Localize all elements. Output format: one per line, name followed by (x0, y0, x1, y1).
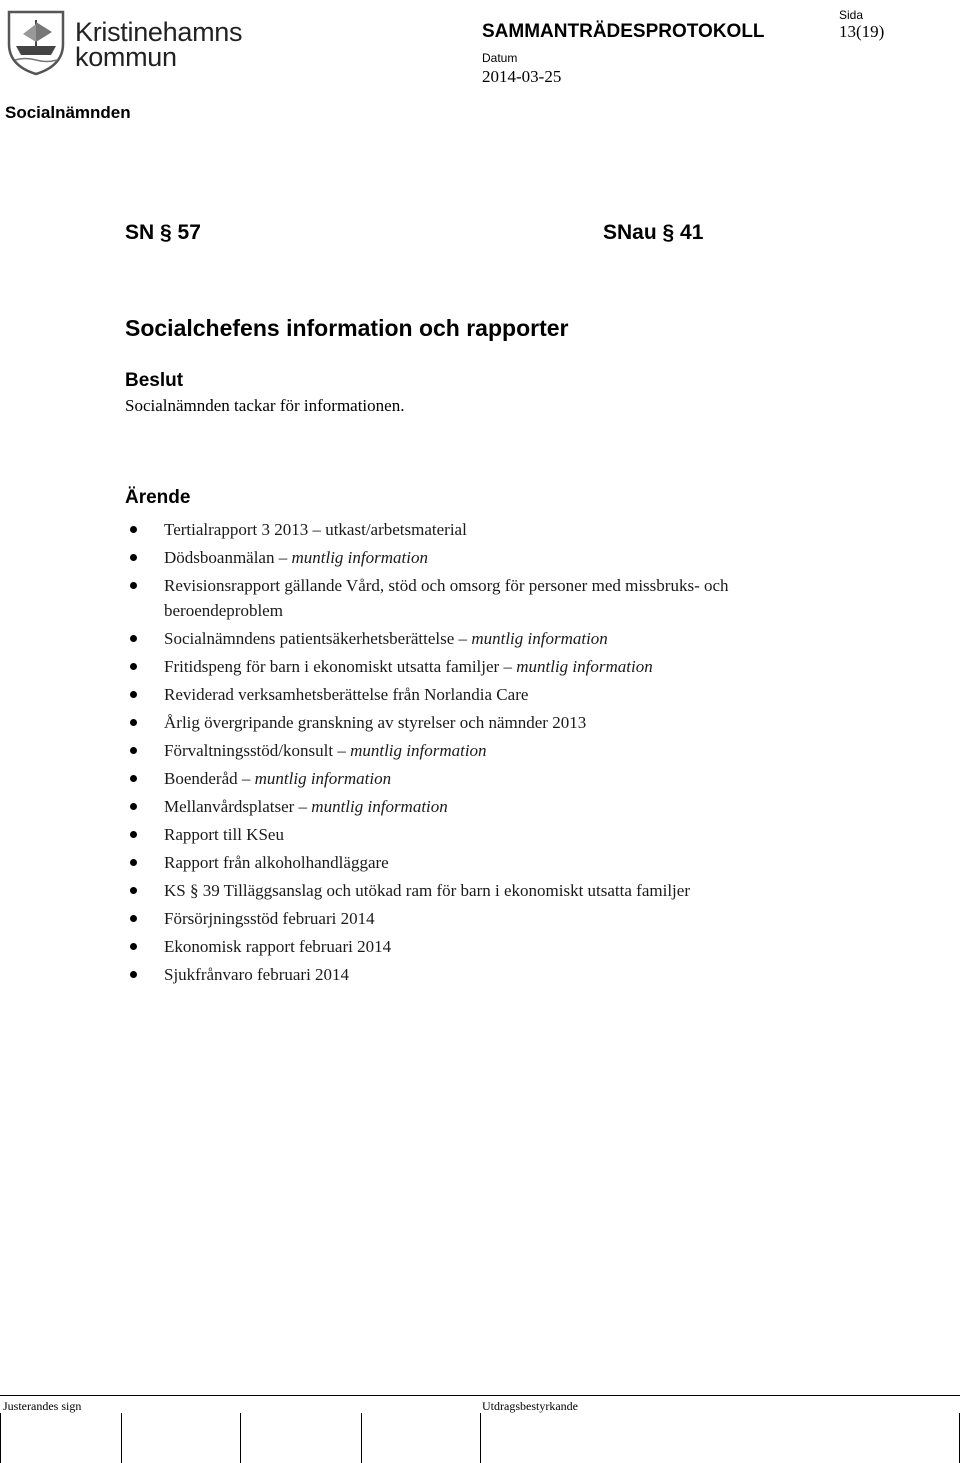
signature-footer (0, 1395, 960, 1463)
footer-divider (480, 1413, 481, 1463)
paragraph-ref-sn: SN § 57 (125, 221, 201, 244)
bullet-icon (130, 719, 137, 726)
page-title: Socialchefens information och rapporter (125, 315, 569, 341)
list-item-text: Dödsboanmälan – (164, 548, 292, 567)
footer-divider (240, 1413, 241, 1463)
list-item (125, 878, 825, 903)
list-item (125, 573, 825, 623)
bullet-icon (130, 691, 137, 698)
arende-heading: Ärende (125, 487, 191, 508)
page-label: Sida (839, 8, 864, 22)
bullet-icon (130, 635, 137, 642)
list-item (125, 710, 825, 735)
organization-name-line1: Kristinehamns (75, 17, 243, 47)
list-item-note: muntlig information (516, 657, 653, 676)
date-value: 2014-03-25 (482, 67, 562, 86)
paragraph-ref-snau: SNau § 41 (603, 221, 704, 244)
list-item (125, 850, 825, 875)
footer-label-utdragsbestyrkande: Utdragsbestyrkande (482, 1399, 578, 1413)
list-item-text: Rapport från alkoholhandläggare (164, 853, 389, 872)
list-item-text: Sjukfrånvaro februari 2014 (164, 965, 350, 984)
list-item-text: Årlig övergripande granskning av styrelser och nämnder 2013 (164, 713, 587, 732)
list-item-text: Mellanvårdsplatser – (164, 797, 312, 816)
bullet-icon (130, 831, 137, 838)
list-item (125, 906, 825, 931)
list-item-text: Fritidspeng för barn i ekonomiskt utsatta familjer – (164, 657, 517, 676)
list-item (125, 545, 825, 570)
department-name: Socialnämnden (5, 103, 131, 122)
page-number: 13(19) (839, 22, 885, 41)
bullet-icon (130, 582, 137, 589)
date-label: Datum (482, 51, 518, 65)
document-type: SAMMANTRÄDESPROTOKOLL (482, 21, 765, 42)
bullet-icon (130, 859, 137, 866)
bullet-icon (130, 526, 137, 533)
list-item-note: muntlig information (311, 797, 448, 816)
list-item (125, 738, 825, 763)
list-item (125, 822, 825, 847)
bullet-icon (130, 971, 137, 978)
list-item (125, 654, 825, 679)
list-item (125, 766, 825, 791)
beslut-heading: Beslut (125, 370, 184, 391)
list-item-note: muntlig information (254, 769, 392, 788)
footer-divider (0, 1413, 1, 1463)
footer-divider (121, 1413, 122, 1463)
bullet-icon (130, 915, 137, 922)
bullet-icon (130, 775, 137, 782)
list-item-text: Boenderåd – (164, 769, 255, 788)
list-item-text: Socialnämndens patientsäkerhetsberättelse – (164, 629, 472, 648)
list-item (125, 934, 825, 959)
list-item-text: Försörjningsstöd februari 2014 (164, 909, 375, 928)
list-item (125, 517, 825, 542)
footer-label-justerandes-sign: Justerandes sign (3, 1399, 82, 1413)
list-item-text: Förvaltningsstöd/konsult – (164, 741, 351, 760)
list-item-note: muntlig information (350, 741, 487, 760)
list-item-text: Ekonomisk rapport februari 2014 (164, 937, 392, 956)
list-item-text: Tertialrapport 3 2013 – utkast/arbetsmaterial (164, 520, 467, 539)
list-item-text: KS § 39 Tilläggsanslag och utökad ram för barn i ekonomiskt utsatta familjer (164, 881, 690, 900)
footer-top-rule (0, 1395, 960, 1396)
bullet-icon (130, 803, 137, 810)
list-item-text: Reviderad verksamhetsberättelse från Norlandia Care (164, 685, 529, 704)
beslut-text: Socialnämnden tackar för informationen. (125, 396, 405, 415)
organization-name-line2: kommun (75, 42, 177, 72)
list-item-text: Rapport till KSeu (164, 825, 284, 844)
bullet-icon (130, 943, 137, 950)
list-item (125, 626, 825, 651)
list-item (125, 794, 825, 819)
list-item-text: Revisionsrapport gällande Vård, stöd och omsorg för personer med missbruks- och beroendeproblem (164, 576, 729, 620)
coat-of-arms-ship-icon (5, 8, 67, 76)
arende-list (125, 517, 825, 990)
bullet-icon (130, 554, 137, 561)
list-item (125, 962, 825, 987)
footer-divider (361, 1413, 362, 1463)
list-item (125, 682, 825, 707)
bullet-icon (130, 887, 137, 894)
bullet-icon (130, 663, 137, 670)
kommun-logo (5, 8, 245, 76)
bullet-icon (130, 747, 137, 754)
list-item-note: muntlig information (471, 629, 608, 648)
list-item-note: muntlig information (291, 548, 428, 567)
